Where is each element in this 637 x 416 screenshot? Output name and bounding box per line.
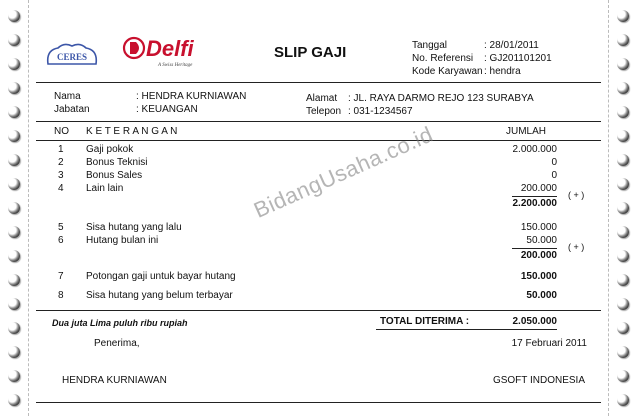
tractor-hole <box>617 370 629 382</box>
table-header-divider <box>36 140 601 141</box>
kode-karyawan-label: Kode Karyawan <box>412 66 483 77</box>
row-no: 7 <box>58 271 64 282</box>
tractor-hole <box>617 394 629 406</box>
ceres-logo <box>44 42 100 68</box>
row-amount: 50.000 <box>526 290 557 301</box>
jabatan-label: Jabatan <box>54 104 90 115</box>
tractor-hole <box>617 10 629 22</box>
plus-mark: ( + ) <box>568 242 585 252</box>
subtotal-line <box>512 248 557 249</box>
total-value: 2.050.000 <box>512 316 557 327</box>
tractor-hole <box>8 202 20 214</box>
row-no: 5 <box>58 222 64 233</box>
row-amount: 150.000 <box>520 222 557 233</box>
tractor-hole <box>8 274 20 286</box>
delfi-logo-text: Delfi <box>146 36 194 61</box>
row-desc: Lain lain <box>86 183 124 194</box>
row-no: 4 <box>58 183 64 194</box>
row-desc: Gaji pokok <box>86 144 134 155</box>
bottom-border <box>36 402 601 403</box>
tractor-hole <box>617 322 629 334</box>
row-amount: 150.000 <box>520 271 557 282</box>
slip-title: SLIP GAJI <box>274 44 347 61</box>
terbilang-text: Dua juta Lima puluh ribu rupiah <box>52 318 188 328</box>
tractor-hole <box>617 34 629 46</box>
tractor-hole <box>8 82 20 94</box>
tractor-hole <box>8 34 20 46</box>
tanggal-value: : 28/01/2011 <box>484 40 539 51</box>
row-amount: 200.000 <box>520 183 557 194</box>
info-divider <box>36 121 601 122</box>
delfi-logo <box>122 32 232 72</box>
total-underline <box>376 329 557 330</box>
tractor-hole <box>8 154 20 166</box>
tanggal-label: Tanggal <box>412 40 448 51</box>
header-divider <box>36 82 601 83</box>
tractor-hole <box>617 58 629 70</box>
tractor-hole <box>8 346 20 358</box>
tractor-hole <box>617 154 629 166</box>
col-jumlah-header: JUMLAH <box>506 126 547 137</box>
subtotal-value: 200.000 <box>520 250 557 261</box>
company-name: GSOFT INDONESIA <box>492 375 585 386</box>
row-desc: Bonus Sales <box>86 170 143 181</box>
row-amount: 0 <box>551 157 557 168</box>
tractor-hole <box>617 250 629 262</box>
row-desc: Sisa hutang yang lalu <box>86 222 182 233</box>
tractor-hole <box>617 106 629 118</box>
tractor-hole <box>617 226 629 238</box>
penerima-label: Penerima, <box>94 338 140 349</box>
tractor-hole <box>617 298 629 310</box>
tractor-hole <box>617 178 629 190</box>
row-amount: 2.000.000 <box>512 144 557 155</box>
tractor-hole <box>617 202 629 214</box>
tractor-hole <box>8 370 20 382</box>
col-no-header: NO <box>54 126 69 137</box>
ceres-logo-text: CERES <box>56 52 88 62</box>
row-desc: Hutang bulan ini <box>86 235 159 246</box>
row-no: 2 <box>58 157 64 168</box>
telepon-value: : 031-1234567 <box>348 106 413 117</box>
col-keterangan-header: K E T E R A N G A N <box>86 126 178 137</box>
nama-value: : HENDRA KURNIAWAN <box>136 91 247 102</box>
row-no: 1 <box>58 144 64 155</box>
alamat-value: : JL. RAYA DARMO REJO 123 SURABYA <box>348 93 534 104</box>
alamat-label: Alamat <box>306 93 338 104</box>
tractor-hole <box>8 226 20 238</box>
subtotal-value: 2.200.000 <box>512 198 557 209</box>
tractor-hole <box>8 58 20 70</box>
row-no: 6 <box>58 235 64 246</box>
tractor-hole <box>8 106 20 118</box>
delfi-tagline: A Swiss Heritage <box>158 63 193 68</box>
row-no: 8 <box>58 290 64 301</box>
date-place: 17 Februari 2011 <box>511 338 587 349</box>
tractor-hole <box>617 274 629 286</box>
row-desc: Sisa hutang yang belum terbayar <box>86 290 233 301</box>
footer-divider <box>36 310 601 311</box>
kode-karyawan-value: : hendra <box>484 66 521 77</box>
telepon-label: Telepon <box>306 106 342 117</box>
row-desc: Bonus Teknisi <box>86 157 148 168</box>
subtotal-line <box>512 196 557 197</box>
plus-mark: ( + ) <box>568 190 585 200</box>
tractor-hole <box>617 82 629 94</box>
penerima-name: HENDRA KURNIAWAN <box>62 375 167 386</box>
salary-slip <box>36 30 601 406</box>
row-desc: Potongan gaji untuk bayar hutang <box>86 271 236 282</box>
right-tractor-strip <box>608 0 637 416</box>
tractor-hole <box>8 130 20 142</box>
tractor-hole <box>8 10 20 22</box>
total-label: TOTAL DITERIMA : <box>380 316 470 327</box>
tractor-hole <box>8 322 20 334</box>
row-amount: 50.000 <box>526 235 557 246</box>
tractor-hole <box>617 346 629 358</box>
row-no: 3 <box>58 170 64 181</box>
tractor-hole <box>617 130 629 142</box>
tractor-hole <box>8 394 20 406</box>
referensi-label: No. Referensi <box>412 53 474 64</box>
tractor-hole <box>8 250 20 262</box>
tractor-hole <box>8 298 20 310</box>
watermark: BidangUsaha.co.id <box>250 121 437 223</box>
nama-label: Nama <box>54 91 81 102</box>
referensi-value: : GJ201101201 <box>484 53 552 64</box>
jabatan-value: : KEUANGAN <box>136 104 198 115</box>
row-amount: 0 <box>551 170 557 181</box>
tractor-hole <box>8 178 20 190</box>
left-tractor-strip <box>0 0 29 416</box>
